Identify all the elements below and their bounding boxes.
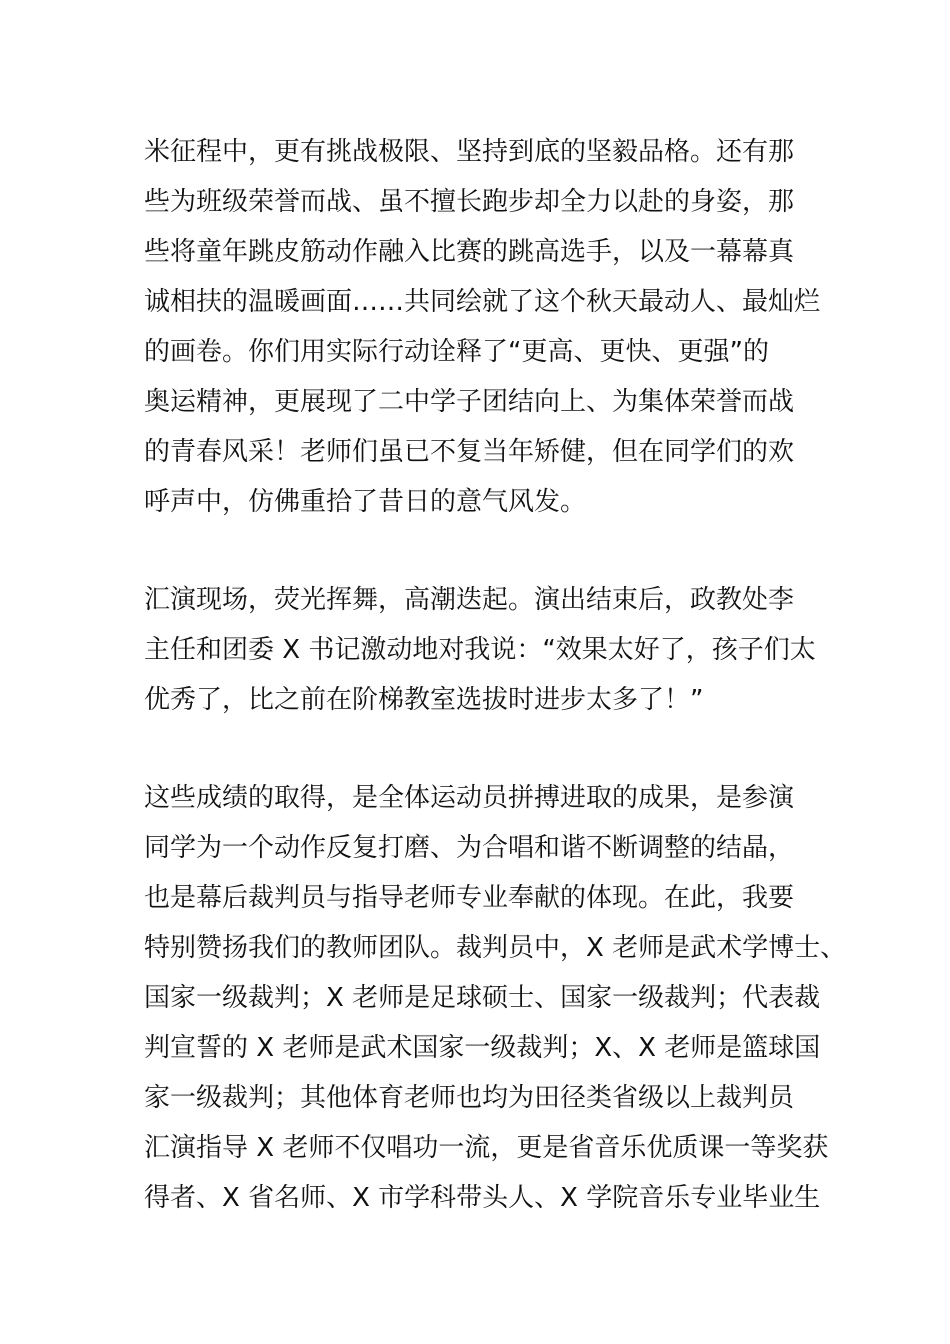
text-line: 米征程中，更有挑战极限、坚持到底的坚毅品格。还有那 bbox=[144, 137, 795, 167]
text-line: 同学为一个动作反复打磨、为合唱和谐不断调整的结晶， bbox=[144, 833, 795, 863]
text-line: 主任和团委 X 书记激动地对我说：“效果太好了，孩子们太 bbox=[144, 635, 816, 665]
text-line: 国家一级裁判；X 老师是足球硕士、国家一级裁判；代表裁 bbox=[144, 983, 821, 1013]
text-line: 得者、X 省名师、X 市学科带头人、X 学院音乐专业毕业生 bbox=[144, 1183, 821, 1213]
text-line: 诚相扶的温暖画面……共同绘就了这个秋天最动人、最灿烂 bbox=[144, 287, 821, 317]
text-line: 家一级裁判；其他体育老师也均为田径类省级以上裁判员 bbox=[144, 1083, 795, 1113]
text-line: 判宣誓的 X 老师是武术国家一级裁判；X、X 老师是篮球国 bbox=[144, 1033, 821, 1063]
paragraph-2 bbox=[144, 575, 816, 725]
text-line: 的画卷。你们用实际行动诠释了“更高、更快、更强”的 bbox=[144, 337, 769, 367]
text-line: 的青春风采！老师们虽已不复当年矫健，但在同学们的欢 bbox=[144, 437, 795, 467]
text-line: 这些成绩的取得，是全体运动员拼搏进取的成果，是参演 bbox=[144, 783, 795, 813]
text-line: 些为班级荣誉而战、虽不擅长跑步却全力以赴的身姿，那 bbox=[144, 187, 795, 217]
text-line: 呼声中，仿佛重拾了昔日的意气风发。 bbox=[144, 487, 587, 517]
paragraph-1 bbox=[144, 127, 820, 527]
text-line: 也是幕后裁判员与指导老师专业奉献的体现。在此，我要 bbox=[144, 883, 795, 913]
text-line: 特别赞扬我们的教师团队。裁判员中，X 老师是武术学博士、 bbox=[144, 933, 847, 963]
text-line: 奥运精神，更展现了二中学子团结向上、为集体荣誉而战 bbox=[144, 387, 795, 417]
text-line: 些将童年跳皮筋动作融入比赛的跳高选手，以及一幕幕真 bbox=[144, 237, 795, 267]
text-line: 汇演现场，荧光挥舞，高潮迭起。演出结束后，政教处李 bbox=[144, 585, 795, 615]
text-line: 汇演指导 X 老师不仅唱功一流，更是省音乐优质课一等奖获 bbox=[144, 1133, 829, 1163]
text-line: 优秀了，比之前在阶梯教室选拔时进步太多了！” bbox=[144, 685, 704, 715]
paragraph-3 bbox=[144, 773, 846, 1223]
